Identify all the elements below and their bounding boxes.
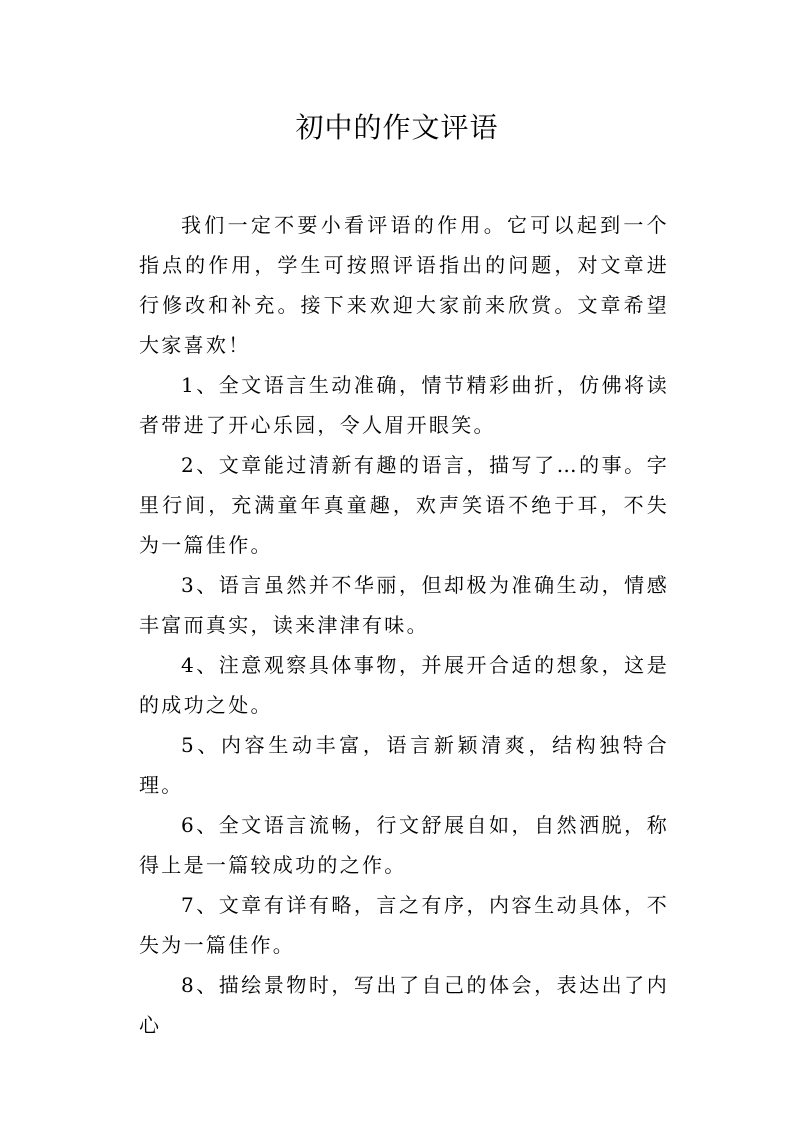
paragraph-intro: 我们一定不要小看评语的作用。它可以起到一个指点的作用，学生可按照评语指出的问题，对文章进行修改和补充。接下来欢迎大家前来欣赏。文章希望大家喜欢！ [139,213,669,357]
paragraph-comment-5: 5、内容生动丰富，语言新颖清爽，结构独特合理。 [139,733,669,797]
paragraph-comment-1: 1、全文语言生动准确，情节精彩曲折，仿佛将读者带进了开心乐园，令人眉开眼笑。 [139,373,669,437]
paragraph-comment-6: 6、全文语言流畅，行文舒展自如，自然洒脱，称得上是一篇较成功的之作。 [139,813,669,877]
document-body [139,205,669,1045]
paragraph-comment-7: 7、文章有详有略，言之有序，内容生动具体，不失为一篇佳作。 [139,893,669,957]
paragraph-comment-2: 2、文章能过清新有趣的语言，描写了…的事。字里行间，充满童年真童趣，欢声笑语不绝于耳，不失为一篇佳作。 [139,453,669,557]
document-title: 初中的作文评语 [295,111,499,144]
paragraph-comment-3: 3、语言虽然并不华丽，但却极为准确生动，情感丰富而真实，读来津津有味。 [139,573,669,637]
paragraph-comment-4: 4、注意观察具体事物，并展开合适的想象，这是的成功之处。 [139,653,669,717]
paragraph-comment-8: 8、描绘景物时，写出了自己的体会，表达出了内心 [139,973,669,1037]
